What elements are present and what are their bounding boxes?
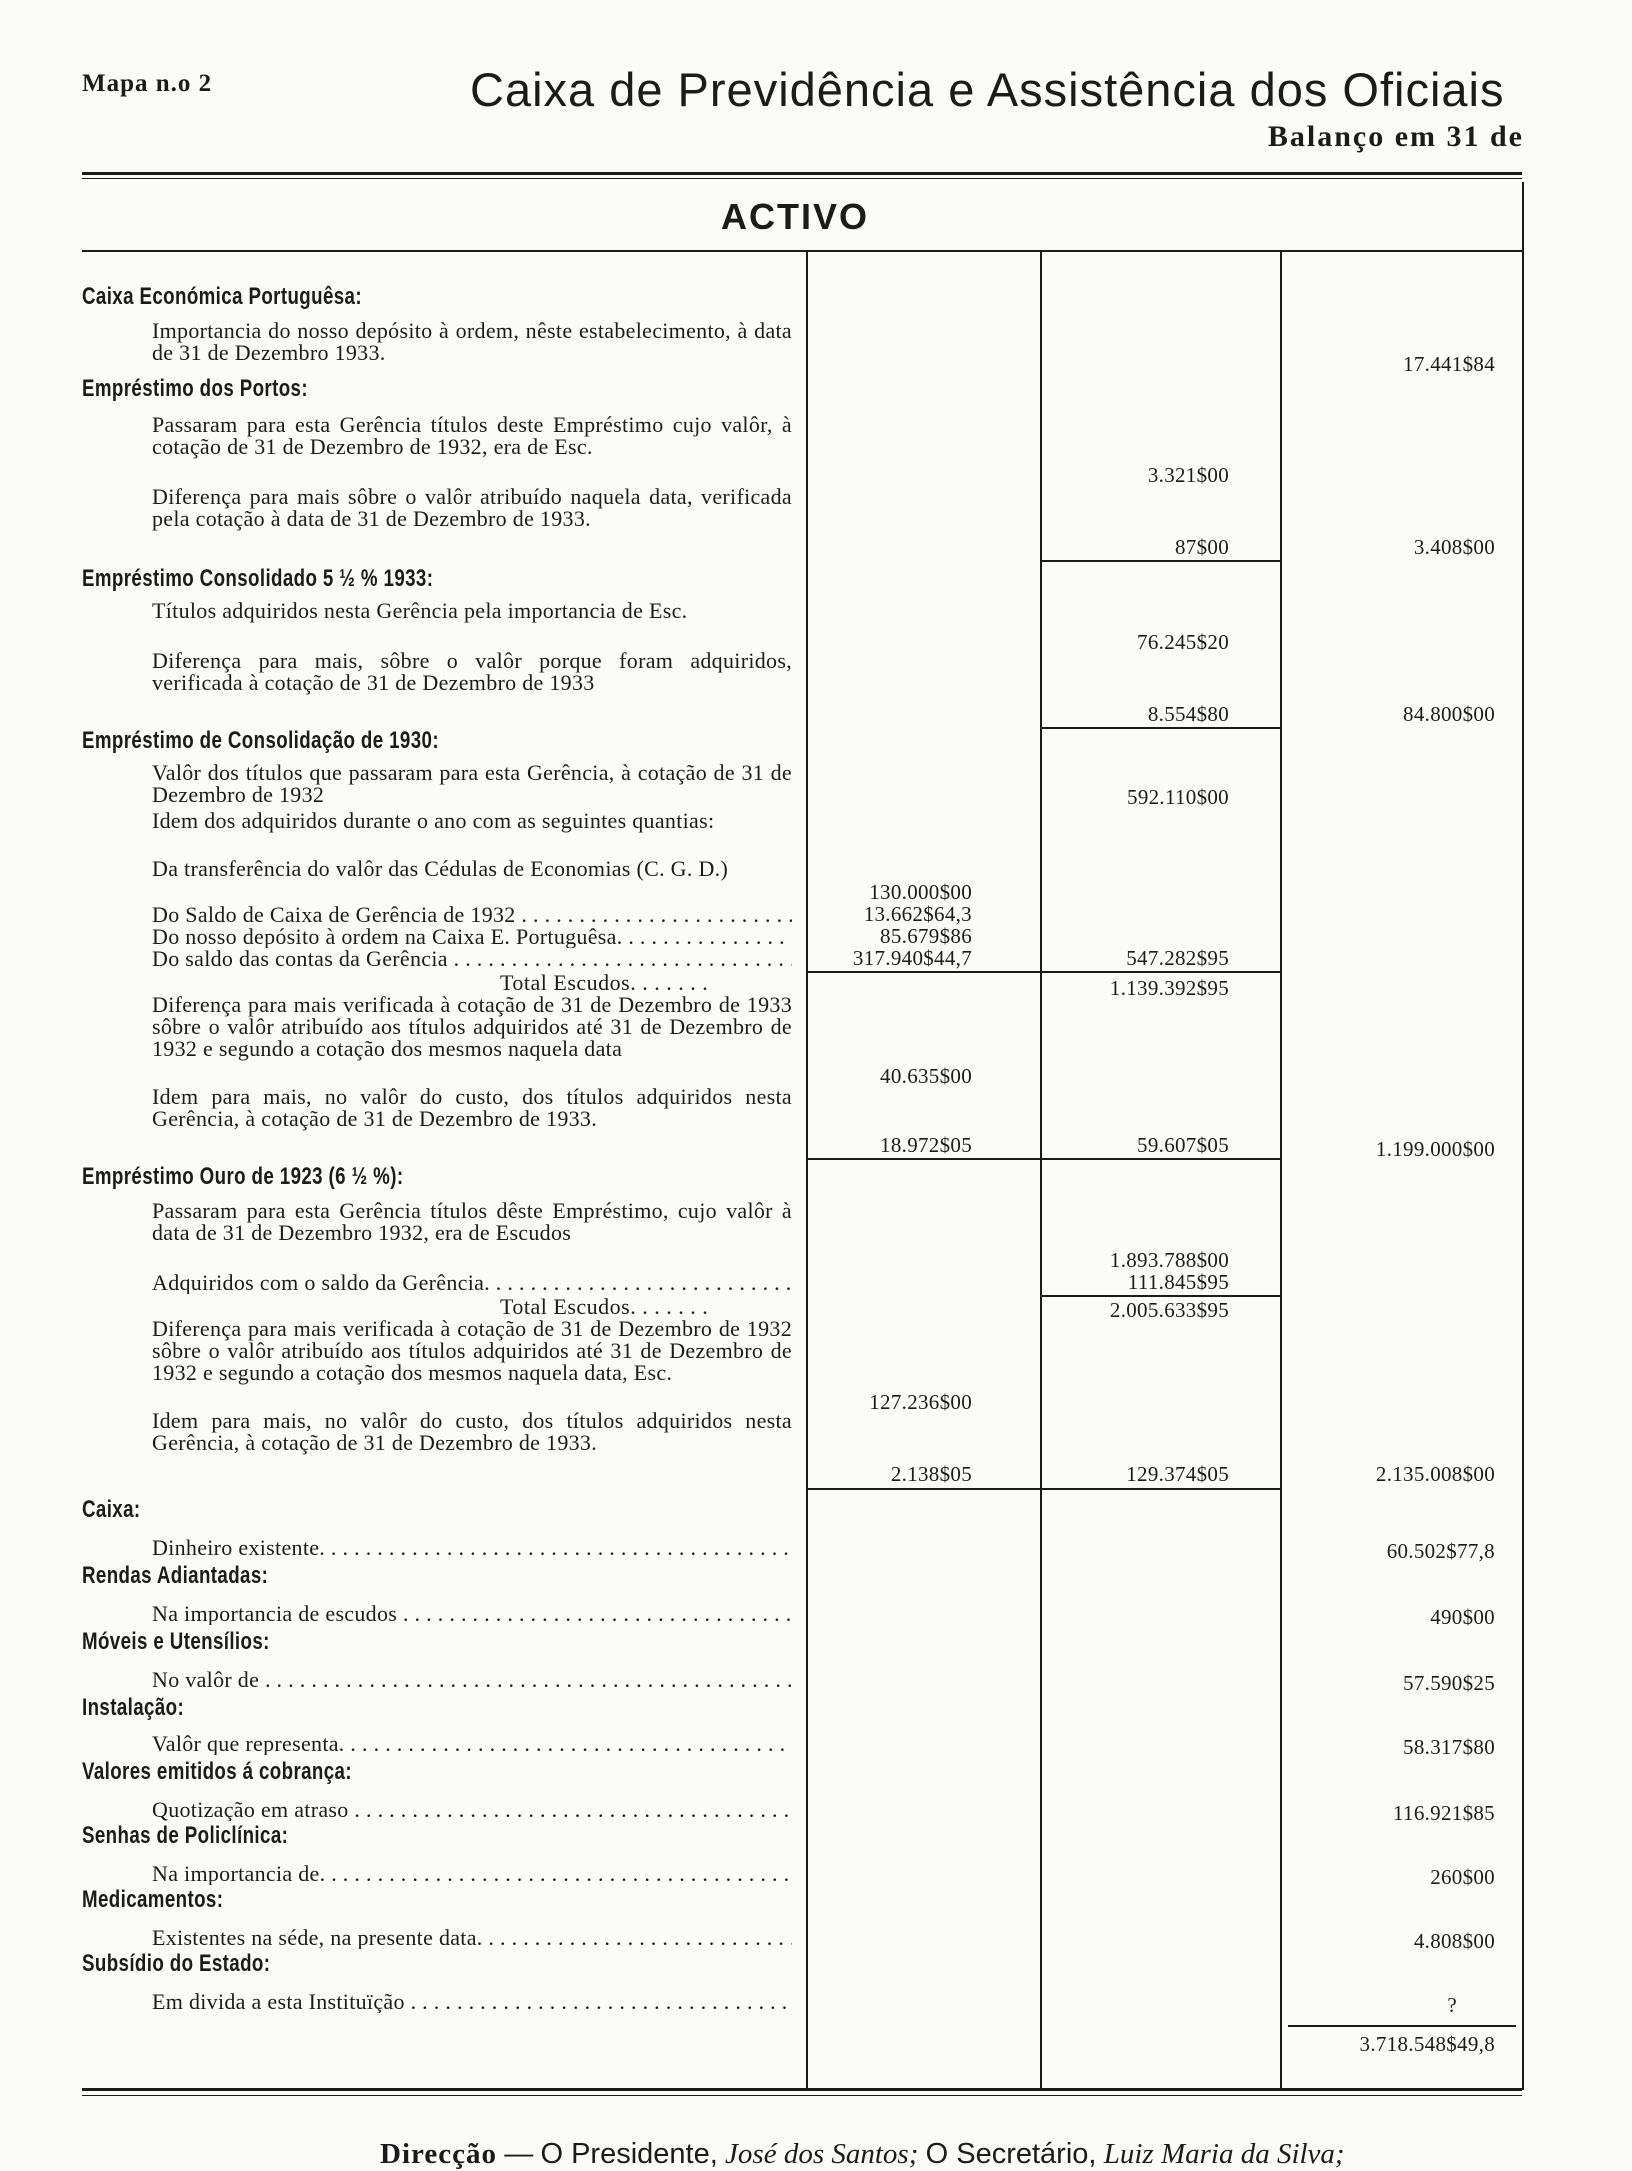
amount: 4.808$00	[1413, 1929, 1495, 1953]
amount: 59.607$05	[1137, 1133, 1229, 1157]
total-label: Total Escudos. . . .	[500, 1294, 708, 1320]
sum-rule	[1042, 560, 1280, 562]
amount: 130.000$00	[869, 880, 972, 904]
balance-title: Balanço em 31 de	[1267, 120, 1524, 153]
amount: 2.005.633$95	[1109, 1298, 1229, 1322]
amount: 1.893.788$00	[1109, 1248, 1229, 1272]
entry-text: Importancia do nosso depósito à ordem, nêste estabelecimento, à data de 31 de Dezembro 1933.	[152, 318, 792, 365]
group-heading: Empréstimo Consolidado 5 ½ % 1933:	[82, 565, 434, 592]
entry-text: Idem para mais, no valôr do custo, dos títulos adquiridos nesta Gerência, à cotação de 31 de Dezembro de 1933.	[152, 1084, 792, 1131]
amount: 260$00	[1430, 1865, 1495, 1889]
top-rule	[82, 172, 1522, 175]
bottom-rule	[82, 2088, 1522, 2091]
amount: 317.940$44,7	[852, 946, 972, 970]
group-heading: Rendas Adiantadas:	[82, 1562, 269, 1589]
amount: 116.921$85	[1393, 1801, 1495, 1825]
amount: 87$00	[1175, 535, 1229, 559]
group-heading: Instalação:	[82, 1694, 185, 1721]
entry-text: Quotização em atraso . . .	[152, 1799, 792, 1821]
group-heading: Medicamentos:	[82, 1886, 224, 1913]
amount: 40.635$00	[880, 1064, 972, 1088]
group-heading: Caixa:	[82, 1496, 141, 1523]
column-divider-1	[806, 252, 808, 2090]
entry-text: Idem para mais, no valôr do custo, dos títulos adquiridos nesta Gerência, à cotação de 31 de Dezembro de 1933.	[152, 1408, 792, 1455]
amount: ?	[1447, 1993, 1457, 2017]
group-heading: Móveis e Utensílios:	[82, 1628, 270, 1655]
amount: 3.408$00	[1413, 535, 1495, 559]
amount: 2.138$05	[890, 1462, 972, 1486]
entry-text: Valôr que representa. . . .	[152, 1733, 792, 1755]
entry-text: Dinheiro existente. . . .	[152, 1537, 792, 1559]
entry-text: Do Saldo de Caixa de Gerência de 1932 . . .	[152, 904, 792, 926]
sum-rule	[808, 1488, 1280, 1490]
entry-text: Do nosso depósito à ordem na Caixa E. Portuguêsa. . . .	[152, 926, 792, 948]
entry-text: Passaram para esta Gerência títulos deste Empréstimo cujo valôr, à cotação de 31 de Dezembro de 1932, era de Esc.	[152, 412, 792, 459]
amount: 17.441$84	[1403, 352, 1495, 376]
entry-text: Idem dos adquiridos durante o ano com as seguintes quantias:	[152, 808, 715, 833]
entry-text: Adquiridos com o saldo da Gerência. . . .	[152, 1272, 792, 1294]
entry-text: No valôr de . . .	[152, 1669, 792, 1691]
group-heading: Empréstimo de Consolidação de 1930:	[82, 727, 439, 754]
entry-text: Diferença para mais verificada à cotação de 31 de Dezembro de 1933 sôbre o valôr atribuído aos títulos adquiridos até 31 de Dezembro de 1932 e segundo a cotação dos mesmos naquela data	[152, 992, 792, 1061]
entry-text: Na importancia de escudos . . .	[152, 1603, 792, 1625]
group-heading: Valores emitidos á cobrança:	[82, 1758, 352, 1785]
amount: 18.972$05	[880, 1133, 972, 1157]
president-name: José dos Santos;	[725, 2138, 919, 2170]
amount: 547.282$95	[1126, 946, 1229, 970]
entry-text: Da transferência do valôr das Cédulas de Economias (C. G. D.)	[152, 856, 729, 881]
entry-text: Diferença para mais sôbre o valôr atribuído naquela data, verificada pela cotação à data de 31 de Dezembro de 1933.	[152, 484, 792, 531]
sum-rule	[808, 1158, 1280, 1160]
amount: 127.236$00	[869, 1390, 972, 1414]
secretary-role: O Secretário,	[925, 2138, 1097, 2170]
entry-text: Em divida a esta Instituïção . . .	[152, 1991, 792, 2013]
amount: 2.135.008$00	[1375, 1462, 1495, 1486]
dash: —	[504, 2138, 534, 2170]
sum-rule	[1042, 1295, 1280, 1297]
amount: 129.374$05	[1126, 1462, 1229, 1486]
column-divider-3	[1280, 252, 1282, 2090]
column-divider-2	[1040, 252, 1042, 2090]
total-label: Total Escudos. . . .	[500, 970, 708, 996]
section-title: ACTIVO	[720, 196, 869, 237]
amount: 57.590$25	[1403, 1671, 1495, 1695]
map-number: Mapa n.o 2	[82, 70, 213, 97]
amount: 13.662$64,3	[863, 902, 972, 926]
amount: 76.245$20	[1137, 630, 1229, 654]
grand-total-rule	[1288, 2025, 1516, 2027]
amount: 60.502$77,8	[1386, 1539, 1495, 1563]
amount: 84.800$00	[1403, 702, 1495, 726]
amount: 85.679$86	[880, 924, 972, 948]
institution-title: Caixa de Previdência e Assistência dos Oficiais	[470, 63, 1505, 116]
bottom-rule-thin	[82, 2095, 1522, 2096]
group-heading: Caixa Económica Portuguêsa:	[82, 283, 362, 310]
activo-rule	[82, 250, 1522, 252]
sum-rule	[808, 971, 1280, 973]
entry-text: Na importancia de. . . .	[152, 1863, 792, 1885]
group-heading: Subsídio do Estado:	[82, 1950, 271, 1977]
amount: 111.845$95	[1127, 1270, 1229, 1294]
direction-label: Direcção	[380, 2138, 497, 2170]
right-border	[1522, 182, 1524, 2090]
group-heading: Empréstimo Ouro de 1923 (6 ½ %):	[82, 1163, 404, 1190]
entry-text: Do saldo das contas da Gerência . . .	[152, 948, 792, 970]
amount: 592.110$00	[1127, 785, 1229, 809]
entry-text: Títulos adquiridos nesta Gerência pela importancia de Esc.	[152, 598, 688, 623]
amount: 3.321$00	[1147, 463, 1229, 487]
amount: 58.317$80	[1403, 1735, 1495, 1759]
signature-line	[380, 2138, 1345, 2171]
group-heading: Empréstimo dos Portos:	[82, 375, 308, 402]
grand-total: 3.718.548$49,8	[1359, 2032, 1495, 2056]
president-role: O Presidente,	[540, 2138, 718, 2170]
secretary-name: Luiz Maria da Silva;	[1103, 2138, 1345, 2170]
amount: 1.139.392$95	[1109, 976, 1229, 1000]
entry-text: Diferença para mais, sôbre o valôr porque foram adquiridos, verificada à cotação de 31 de Dezembro de 1933	[152, 648, 792, 695]
top-rule-thin	[82, 178, 1522, 179]
amount: 1.199.000$00	[1375, 1137, 1495, 1161]
entry-text: Diferença para mais verificada à cotação de 31 de Dezembro de 1932 sôbre o valôr atribuído aos títulos adquiridos até 31 de Dezembro de 1932 e segundo a cotação dos mesmos naquela data, Esc.	[152, 1316, 792, 1385]
entry-text: Passaram para esta Gerência títulos dêste Empréstimo, cujo valôr à data de 31 de Dezembro 1932, era de Escudos	[152, 1198, 792, 1245]
amount: 8.554$80	[1147, 702, 1229, 726]
entry-text: Existentes na séde, na presente data. . . .	[152, 1927, 792, 1949]
sum-rule	[1042, 727, 1280, 729]
amount: 490$00	[1430, 1605, 1495, 1629]
group-heading: Senhas de Policlínica:	[82, 1822, 289, 1849]
entry-text: Valôr dos títulos que passaram para esta Gerência, à cotação de 31 de Dezembro de 1932	[152, 760, 792, 807]
